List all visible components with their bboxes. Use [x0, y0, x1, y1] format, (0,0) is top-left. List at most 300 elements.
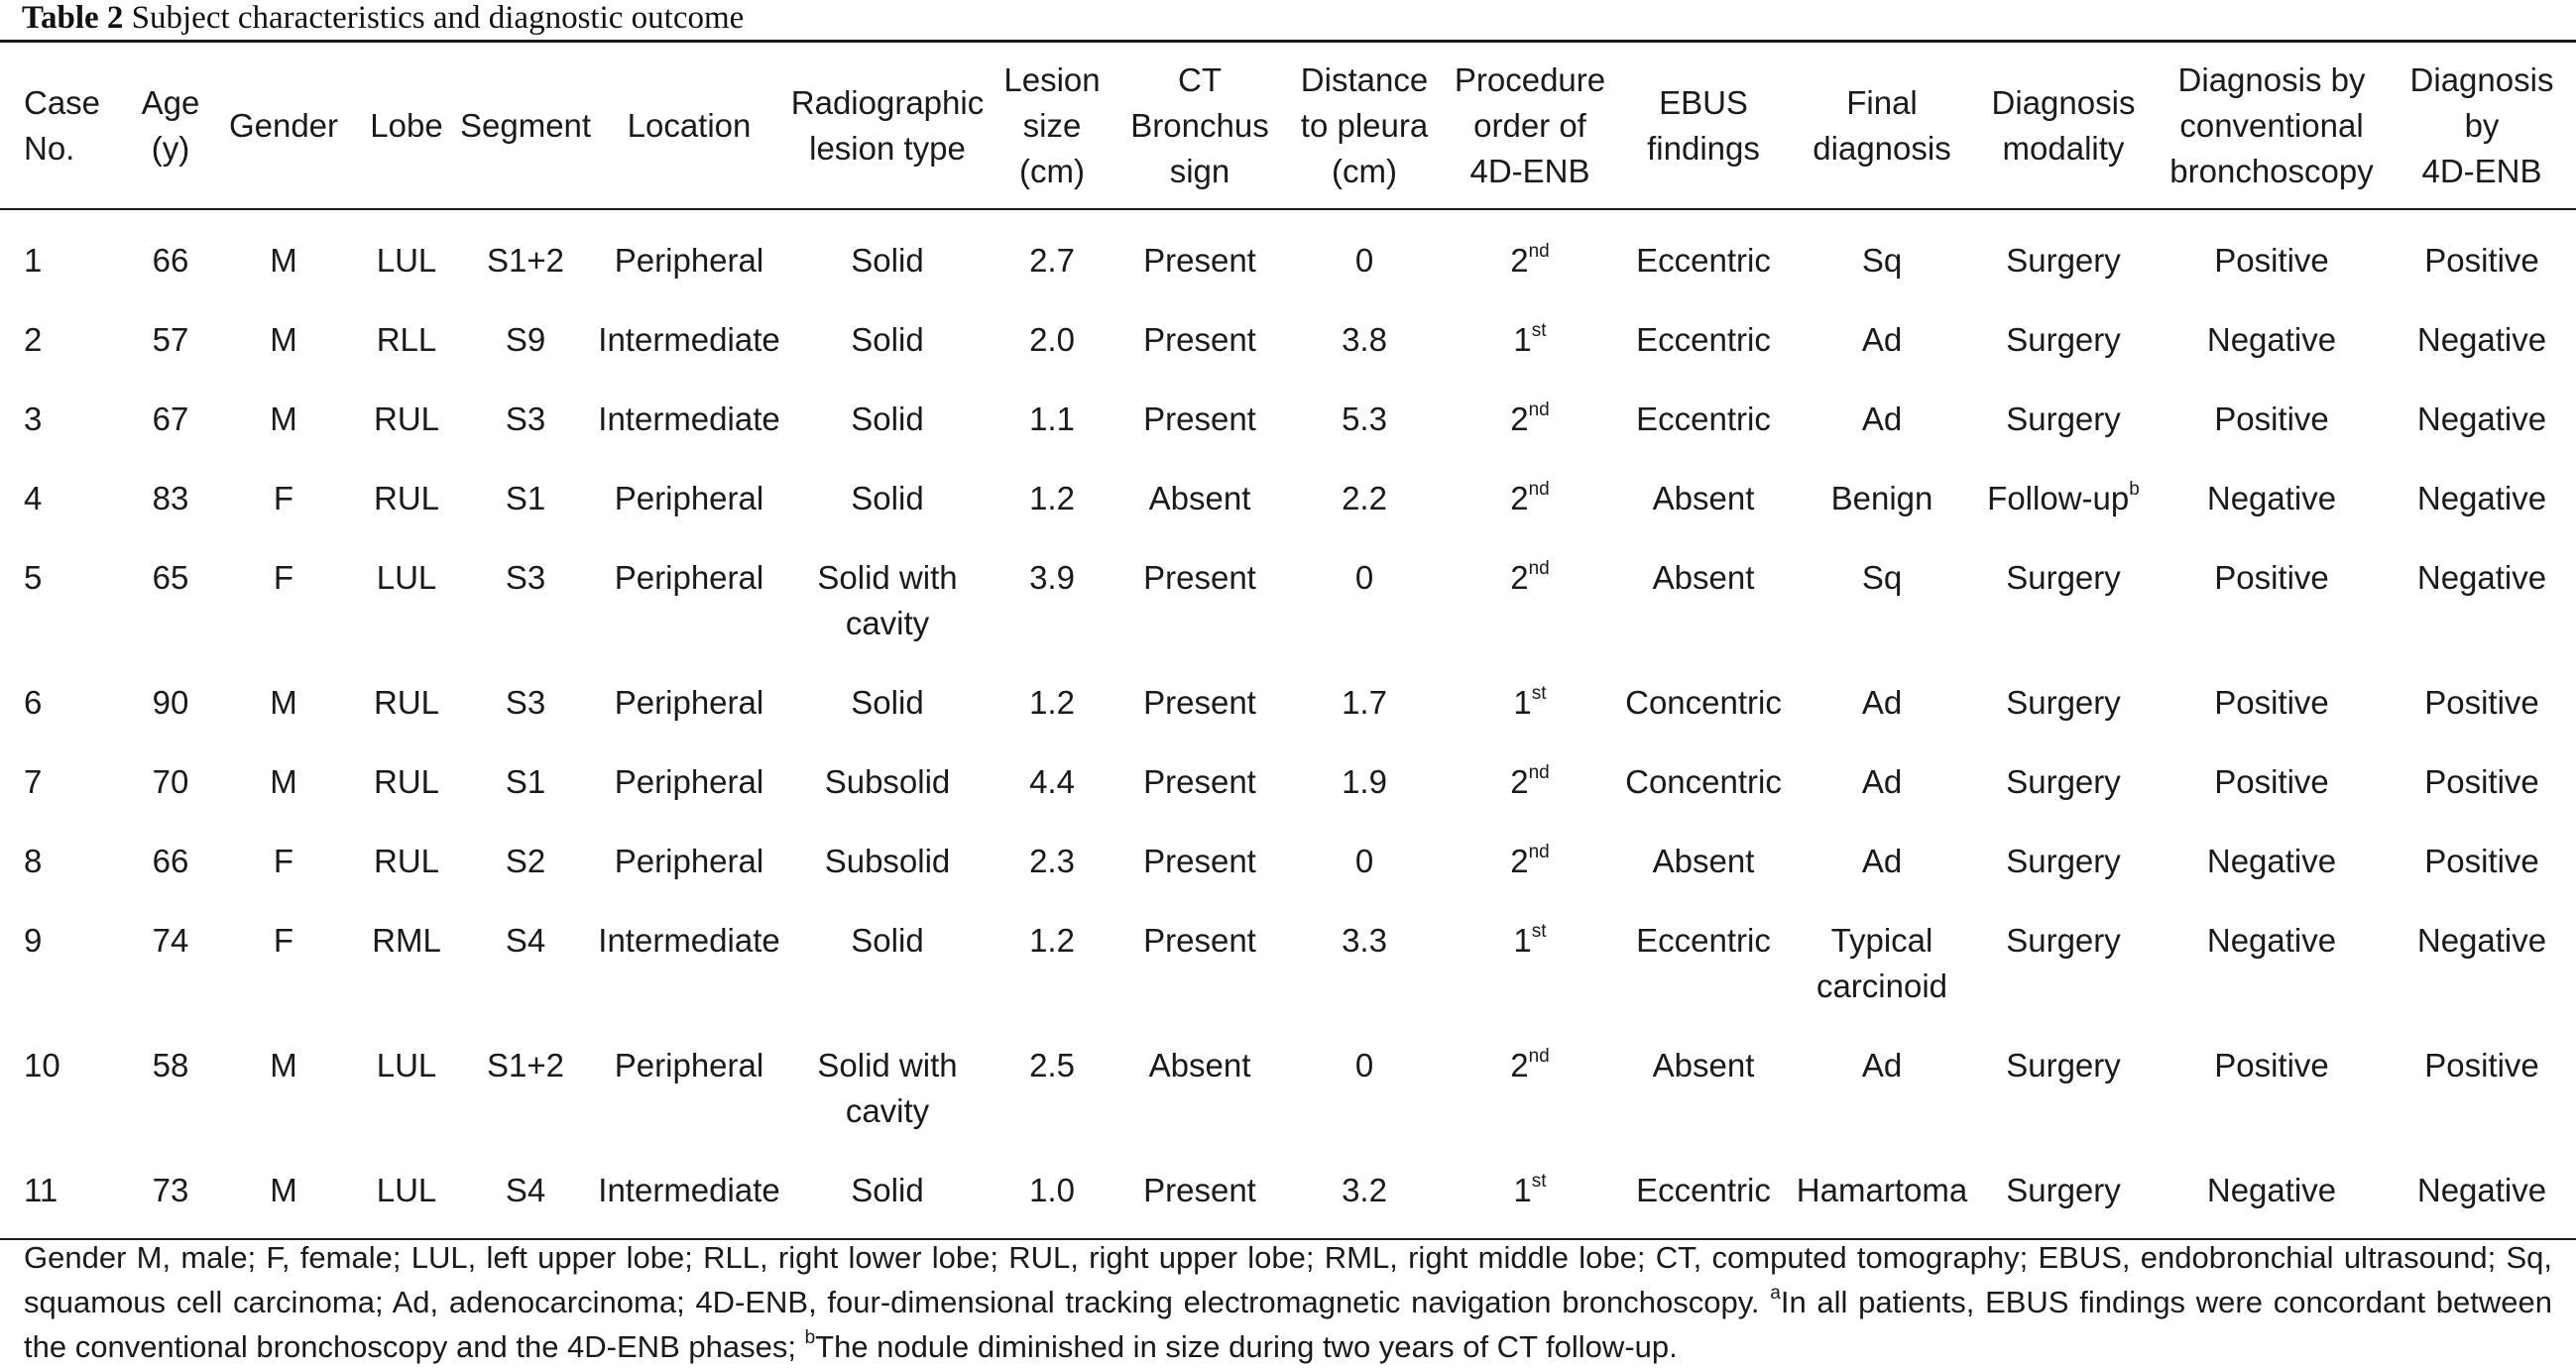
- column-header: [1793, 44, 1971, 209]
- header-line: 4D-ENB: [2421, 153, 2542, 189]
- ebus-findings-cell: [1614, 467, 1793, 546]
- column-header: [127, 44, 214, 209]
- age-cell-value: 83: [152, 480, 189, 516]
- procedure-order-cell-value: 1: [1513, 684, 1532, 721]
- diagnosis-modality-cell-value: Surgery: [2006, 1047, 2121, 1084]
- lesion-type-cell: [787, 209, 988, 308]
- procedure-order-cell-suffix: nd: [1528, 479, 1550, 500]
- distance-cell-value: 2.2: [1342, 480, 1387, 516]
- location-cell-value: Peripheral: [614, 843, 764, 879]
- age-cell-value: 67: [152, 400, 189, 437]
- segment-cell: [460, 546, 591, 671]
- column-header: [2388, 44, 2576, 209]
- age-cell: [127, 388, 214, 467]
- ct-bronchus-sign-cell: [1116, 671, 1283, 750]
- conventional-diagnosis-cell: [2156, 750, 2388, 830]
- distance-cell-value: 0: [1354, 242, 1374, 279]
- ct-bronchus-sign-cell: [1116, 209, 1283, 308]
- column-header: [214, 44, 353, 209]
- diagnosis-modality-cell-value: Surgery: [2006, 922, 2121, 959]
- case-no-cell-value: 4: [24, 480, 43, 516]
- case-no-cell: [0, 750, 127, 830]
- lobe-cell-value: LUL: [376, 1047, 437, 1084]
- lobe-cell: [353, 467, 460, 546]
- ebus-findings-cell: [1614, 909, 1793, 1034]
- top-rule: [0, 40, 2576, 43]
- distance-cell: [1283, 388, 1446, 467]
- final-diagnosis-cell-line: Ad: [1861, 684, 1903, 721]
- procedure-order-cell: [1446, 750, 1614, 830]
- distance-cell-value: 0: [1354, 1047, 1374, 1084]
- procedure-order-cell-value: 2: [1510, 843, 1529, 879]
- distance-cell-value: 1.7: [1342, 684, 1387, 721]
- final-diagnosis-cell: [1793, 1159, 1971, 1239]
- column-header: [591, 44, 787, 209]
- table-row: [0, 750, 2576, 830]
- age-cell-value: 58: [152, 1047, 189, 1084]
- conventional-diagnosis-cell: [2156, 209, 2388, 308]
- ebus-findings-cell: [1614, 1034, 1793, 1159]
- location-cell: [591, 909, 787, 1034]
- procedure-order-cell-value: 2: [1510, 1047, 1529, 1084]
- lesion-type-cell: [787, 671, 988, 750]
- diagnosis-modality-cell-value: Surgery: [2006, 400, 2121, 437]
- procedure-order-cell-value: 1: [1513, 321, 1532, 358]
- diagnosis-modality-cell: [1971, 1159, 2156, 1239]
- distance-cell: [1283, 546, 1446, 671]
- ebus-findings-cell-value: Eccentric: [1636, 242, 1771, 279]
- header-line: CT: [1178, 61, 1222, 98]
- final-diagnosis-cell: [1793, 830, 1971, 909]
- final-diagnosis-cell: [1793, 467, 1971, 546]
- lobe-cell: [353, 830, 460, 909]
- final-diagnosis-cell-line: Ad: [1861, 843, 1903, 879]
- ebus-findings-cell: [1614, 308, 1793, 388]
- header-line: No.: [24, 130, 75, 167]
- procedure-order-cell: [1446, 671, 1614, 750]
- ebus-findings-cell: [1614, 546, 1793, 671]
- procedure-order-cell-suffix: st: [1531, 1171, 1547, 1192]
- final-diagnosis-cell-line: Ad: [1861, 1047, 1903, 1084]
- lesion-type-cell: [787, 909, 988, 1034]
- ct-bronchus-sign-cell: [1116, 1159, 1283, 1239]
- footnote-note-b: The nodule diminished in size during two years of CT follow-up.: [815, 1329, 1678, 1364]
- diagnosis-modality-cell: [1971, 467, 2156, 546]
- location-cell: [591, 209, 787, 308]
- case-no-cell: [0, 1159, 127, 1239]
- table-row: [0, 467, 2576, 546]
- procedure-order-cell-suffix: nd: [1528, 399, 1550, 420]
- ebus-findings-cell-value: Eccentric: [1636, 1172, 1771, 1208]
- ebus-findings-cell: [1614, 1159, 1793, 1239]
- lesion-size-cell-value: 2.5: [1029, 1047, 1075, 1084]
- column-header: [1614, 44, 1793, 209]
- header-line: Diagnosis by: [2177, 61, 2366, 98]
- age-cell: [127, 467, 214, 546]
- ct-bronchus-sign-cell: [1116, 750, 1283, 830]
- ebus-findings-cell: [1614, 750, 1793, 830]
- ebus-findings-cell-value: Concentric: [1625, 763, 1782, 800]
- procedure-order-cell: [1446, 546, 1614, 671]
- lesion-type-cell-line: Solid with: [817, 1047, 958, 1084]
- lobe-cell-value: RUL: [373, 763, 440, 800]
- lobe-cell-value: RUL: [373, 480, 440, 516]
- lesion-size-cell: [988, 671, 1116, 750]
- final-diagnosis-cell: [1793, 388, 1971, 467]
- diagnosis-modality-cell-value: Surgery: [2006, 684, 2121, 721]
- location-cell-value: Peripheral: [614, 1047, 764, 1084]
- diagnosis-modality-cell: [1971, 830, 2156, 909]
- header-line: by: [2464, 107, 2500, 144]
- gender-cell: [214, 546, 353, 671]
- final-diagnosis-cell: [1793, 209, 1971, 308]
- age-cell-value: 90: [152, 684, 189, 721]
- enb-diagnosis-cell: [2388, 388, 2576, 467]
- case-no-cell: [0, 388, 127, 467]
- lesion-size-cell: [988, 308, 1116, 388]
- final-diagnosis-cell-line: Sq: [1861, 559, 1903, 596]
- header-line: Diagnosis: [2409, 61, 2554, 98]
- gender-cell: [214, 308, 353, 388]
- age-cell-value: 66: [152, 242, 189, 279]
- distance-cell-value: 1.9: [1342, 763, 1387, 800]
- final-diagnosis-cell: [1793, 1034, 1971, 1159]
- ebus-findings-cell: [1614, 388, 1793, 467]
- header-line: Radiographic: [790, 84, 985, 121]
- ct-bronchus-sign-cell-value: Present: [1143, 400, 1256, 437]
- header-line: Distance: [1300, 61, 1429, 98]
- age-cell-value: 66: [152, 843, 189, 879]
- procedure-order-cell-value: 1: [1513, 922, 1532, 959]
- lesion-type-cell: [787, 750, 988, 830]
- lesion-size-cell-value: 1.1: [1029, 400, 1075, 437]
- lesion-type-cell-line: Solid: [851, 321, 924, 358]
- distance-cell-value: 5.3: [1342, 400, 1387, 437]
- footnote-mark-a: a: [1770, 1282, 1781, 1304]
- distance-cell-value: 0: [1354, 843, 1374, 879]
- diagnosis-modality-cell-value: Surgery: [2006, 321, 2121, 358]
- table-row: [0, 308, 2576, 388]
- enb-diagnosis-cell: [2388, 1034, 2576, 1159]
- ebus-findings-cell-value: Eccentric: [1636, 922, 1771, 959]
- gender-cell: [214, 750, 353, 830]
- segment-cell-value: S1: [505, 480, 546, 516]
- procedure-order-cell-value: 2: [1510, 242, 1529, 279]
- case-no-cell: [0, 830, 127, 909]
- lesion-type-cell: [787, 1034, 988, 1159]
- conventional-diagnosis-cell-value: Positive: [2214, 684, 2329, 721]
- footnote-note-a: In all patients, EBUS findings were concordant between the conventional bronchoscopy and the 4D-ENB phases;: [24, 1285, 2553, 1364]
- lobe-cell: [353, 750, 460, 830]
- segment-cell-value: S1+2: [487, 1047, 564, 1084]
- ct-bronchus-sign-cell: [1116, 546, 1283, 671]
- lesion-type-cell: [787, 388, 988, 467]
- ebus-findings-cell: [1614, 671, 1793, 750]
- location-cell-value: Peripheral: [614, 559, 764, 596]
- location-cell-value: Intermediate: [598, 400, 780, 437]
- gender-cell: [214, 830, 353, 909]
- lesion-size-cell-value: 1.2: [1029, 684, 1075, 721]
- lesion-size-cell-value: 2.7: [1029, 242, 1075, 279]
- lesion-type-cell-line: cavity: [845, 605, 930, 641]
- enb-diagnosis-cell-value: Negative: [2416, 922, 2547, 959]
- case-no-cell: [0, 209, 127, 308]
- lesion-size-cell: [988, 467, 1116, 546]
- column-header: [2156, 44, 2388, 209]
- location-cell-value: Peripheral: [614, 480, 764, 516]
- header-line: (cm): [1019, 153, 1085, 189]
- final-diagnosis-cell: [1793, 671, 1971, 750]
- distance-cell: [1283, 1034, 1446, 1159]
- age-cell-value: 70: [152, 763, 189, 800]
- case-no-cell-value: 6: [24, 684, 43, 721]
- case-no-cell-value: 5: [24, 559, 43, 596]
- lesion-type-cell: [787, 467, 988, 546]
- procedure-order-cell: [1446, 308, 1614, 388]
- table-row: [0, 546, 2576, 671]
- segment-cell: [460, 209, 591, 308]
- diagnosis-modality-cell: [1971, 671, 2156, 750]
- header-line: Case: [24, 84, 101, 121]
- enb-diagnosis-cell: [2388, 467, 2576, 546]
- ct-bronchus-sign-cell-value: Present: [1143, 843, 1256, 879]
- diagnosis-modality-cell-suffix: b: [2129, 479, 2140, 500]
- diagnosis-modality-cell: [1971, 750, 2156, 830]
- gender-cell: [214, 388, 353, 467]
- case-no-cell-value: 1: [24, 242, 43, 279]
- case-no-cell-value: 7: [24, 763, 43, 800]
- enb-diagnosis-cell-value: Negative: [2416, 321, 2547, 358]
- procedure-order-cell-suffix: st: [1531, 921, 1547, 942]
- final-diagnosis-cell-line: Hamartoma: [1796, 1172, 1968, 1208]
- diagnosis-modality-cell-value: Surgery: [2006, 843, 2121, 879]
- distance-cell: [1283, 750, 1446, 830]
- location-cell-value: Peripheral: [614, 242, 764, 279]
- location-cell-value: Intermediate: [598, 1172, 780, 1208]
- location-cell: [591, 467, 787, 546]
- lesion-type-cell-line: Solid: [851, 480, 924, 516]
- case-no-cell-value: 10: [24, 1047, 60, 1084]
- conventional-diagnosis-cell: [2156, 546, 2388, 671]
- segment-cell: [460, 388, 591, 467]
- header-line: Lesion: [1003, 61, 1101, 98]
- location-cell: [591, 388, 787, 467]
- gender-cell-value: M: [270, 1047, 297, 1084]
- enb-diagnosis-cell-value: Positive: [2424, 242, 2539, 279]
- lobe-cell: [353, 308, 460, 388]
- enb-diagnosis-cell: [2388, 671, 2576, 750]
- segment-cell-value: S3: [505, 684, 546, 721]
- segment-cell: [460, 750, 591, 830]
- lobe-cell-value: LUL: [376, 242, 437, 279]
- age-cell: [127, 830, 214, 909]
- conventional-diagnosis-cell-value: Positive: [2214, 763, 2329, 800]
- procedure-order-cell: [1446, 209, 1614, 308]
- diagnosis-modality-cell-value: Surgery: [2006, 763, 2121, 800]
- ct-bronchus-sign-cell: [1116, 388, 1283, 467]
- header-line: 4D-ENB: [1469, 153, 1590, 189]
- lesion-size-cell-value: 1.2: [1029, 922, 1075, 959]
- case-no-cell: [0, 546, 127, 671]
- header-line: order of: [1473, 107, 1586, 144]
- age-cell: [127, 909, 214, 1034]
- distance-cell: [1283, 467, 1446, 546]
- conventional-diagnosis-cell-value: Negative: [2206, 321, 2337, 358]
- segment-cell-value: S4: [505, 922, 546, 959]
- final-diagnosis-cell: [1793, 909, 1971, 1034]
- enb-diagnosis-cell: [2388, 750, 2576, 830]
- header-line: to pleura: [1300, 107, 1429, 144]
- ebus-findings-cell: [1614, 209, 1793, 308]
- location-cell: [591, 546, 787, 671]
- conventional-diagnosis-cell: [2156, 830, 2388, 909]
- lobe-cell: [353, 671, 460, 750]
- table-row: [0, 909, 2576, 1034]
- ebus-findings-cell-value: Absent: [1652, 559, 1755, 596]
- case-no-cell: [0, 1034, 127, 1159]
- lobe-cell: [353, 546, 460, 671]
- lesion-size-cell: [988, 209, 1116, 308]
- gender-cell: [214, 1034, 353, 1159]
- location-cell: [591, 671, 787, 750]
- procedure-order-cell-value: 1: [1513, 1172, 1532, 1208]
- age-cell-value: 73: [152, 1172, 189, 1208]
- case-no-cell-value: 8: [24, 843, 43, 879]
- final-diagnosis-cell-line: Sq: [1861, 242, 1903, 279]
- diagnosis-modality-cell: [1971, 546, 2156, 671]
- case-no-cell-value: 3: [24, 400, 43, 437]
- final-diagnosis-cell: [1793, 546, 1971, 671]
- header-line: Segment: [460, 107, 592, 144]
- gender-cell: [214, 209, 353, 308]
- procedure-order-cell: [1446, 1159, 1614, 1239]
- table-title: Subject characteristics and diagnostic outcome: [131, 0, 745, 36]
- ct-bronchus-sign-cell: [1116, 830, 1283, 909]
- procedure-order-cell-suffix: nd: [1528, 558, 1550, 579]
- conventional-diagnosis-cell-value: Negative: [2206, 843, 2337, 879]
- case-no-cell-value: 9: [24, 922, 43, 959]
- gender-cell-value: F: [273, 559, 294, 596]
- diagnosis-modality-cell: [1971, 1034, 2156, 1159]
- ct-bronchus-sign-cell-value: Present: [1143, 321, 1256, 358]
- ebus-findings-cell-value: Concentric: [1625, 684, 1782, 721]
- segment-cell-value: S9: [505, 321, 546, 358]
- procedure-order-cell-value: 2: [1510, 763, 1529, 800]
- header-line: Procedure: [1454, 61, 1606, 98]
- enb-diagnosis-cell-value: Positive: [2424, 684, 2539, 721]
- age-cell: [127, 1034, 214, 1159]
- lesion-size-cell-value: 2.0: [1029, 321, 1075, 358]
- ct-bronchus-sign-cell-value: Present: [1143, 763, 1256, 800]
- characteristics-table: [0, 44, 2576, 1240]
- case-no-cell-value: 2: [24, 321, 43, 358]
- conventional-diagnosis-cell: [2156, 909, 2388, 1034]
- lobe-cell: [353, 1159, 460, 1239]
- case-no-cell-value: 11: [24, 1172, 59, 1208]
- procedure-order-cell-suffix: nd: [1528, 842, 1550, 862]
- gender-cell-value: M: [270, 1172, 297, 1208]
- ct-bronchus-sign-cell-value: Absent: [1148, 1047, 1251, 1084]
- lesion-type-cell: [787, 1159, 988, 1239]
- procedure-order-cell: [1446, 467, 1614, 546]
- diagnosis-modality-cell: [1971, 909, 2156, 1034]
- lesion-type-cell: [787, 308, 988, 388]
- ct-bronchus-sign-cell-value: Present: [1143, 922, 1256, 959]
- age-cell-value: 57: [152, 321, 189, 358]
- diagnosis-modality-cell-value: Surgery: [2006, 242, 2121, 279]
- conventional-diagnosis-cell: [2156, 308, 2388, 388]
- header-line: Lobe: [370, 107, 443, 144]
- age-cell: [127, 750, 214, 830]
- age-cell: [127, 209, 214, 308]
- header-line: lesion type: [809, 130, 966, 167]
- diagnosis-modality-cell-value: Follow-up: [1987, 480, 2130, 516]
- lesion-type-cell: [787, 830, 988, 909]
- enb-diagnosis-cell: [2388, 909, 2576, 1034]
- gender-cell: [214, 1159, 353, 1239]
- conventional-diagnosis-cell-value: Negative: [2206, 922, 2337, 959]
- header-line: (cm): [1332, 153, 1397, 189]
- location-cell: [591, 1034, 787, 1159]
- conventional-diagnosis-cell: [2156, 388, 2388, 467]
- age-cell: [127, 308, 214, 388]
- segment-cell: [460, 909, 591, 1034]
- segment-cell: [460, 467, 591, 546]
- conventional-diagnosis-cell-value: Positive: [2214, 400, 2329, 437]
- header-line: sign: [1169, 153, 1230, 189]
- column-header: [1446, 44, 1614, 209]
- conventional-diagnosis-cell-value: Negative: [2206, 1172, 2337, 1208]
- procedure-order-cell: [1446, 909, 1614, 1034]
- enb-diagnosis-cell-value: Positive: [2424, 1047, 2539, 1084]
- header-line: Location: [627, 107, 752, 144]
- table-footnote: [24, 1235, 2552, 1369]
- case-no-cell: [0, 671, 127, 750]
- lesion-type-cell-line: Solid: [851, 1172, 924, 1208]
- location-cell-value: Intermediate: [598, 321, 780, 358]
- column-header: [1283, 44, 1446, 209]
- table-row: [0, 671, 2576, 750]
- header-line: modality: [2002, 130, 2125, 167]
- header-line: conventional: [2179, 107, 2364, 144]
- lesion-size-cell-value: 1.2: [1029, 480, 1075, 516]
- enb-diagnosis-cell: [2388, 308, 2576, 388]
- table-label: Table 2: [22, 0, 124, 36]
- diagnosis-modality-cell: [1971, 388, 2156, 467]
- ct-bronchus-sign-cell-value: Present: [1143, 1172, 1256, 1208]
- ct-bronchus-sign-cell-value: Present: [1143, 684, 1256, 721]
- case-no-cell: [0, 308, 127, 388]
- location-cell-value: Peripheral: [614, 763, 764, 800]
- diagnosis-modality-cell: [1971, 308, 2156, 388]
- header-line: EBUS: [1659, 84, 1748, 121]
- procedure-order-cell-suffix: st: [1531, 683, 1547, 704]
- distance-cell: [1283, 909, 1446, 1034]
- location-cell: [591, 1159, 787, 1239]
- distance-cell-value: 3.2: [1342, 1172, 1387, 1208]
- lobe-cell-value: LUL: [376, 1172, 437, 1208]
- diagnosis-modality-cell-value: Surgery: [2006, 559, 2121, 596]
- enb-diagnosis-cell-value: Negative: [2416, 480, 2547, 516]
- header-line: size: [1022, 107, 1082, 144]
- location-cell: [591, 830, 787, 909]
- enb-diagnosis-cell-value: Negative: [2416, 559, 2547, 596]
- procedure-order-cell-suffix: st: [1531, 320, 1547, 341]
- table-caption: [22, 0, 744, 38]
- ebus-findings-cell: [1614, 830, 1793, 909]
- diagnosis-modality-cell: [1971, 209, 2156, 308]
- distance-cell-value: 3.3: [1342, 922, 1387, 959]
